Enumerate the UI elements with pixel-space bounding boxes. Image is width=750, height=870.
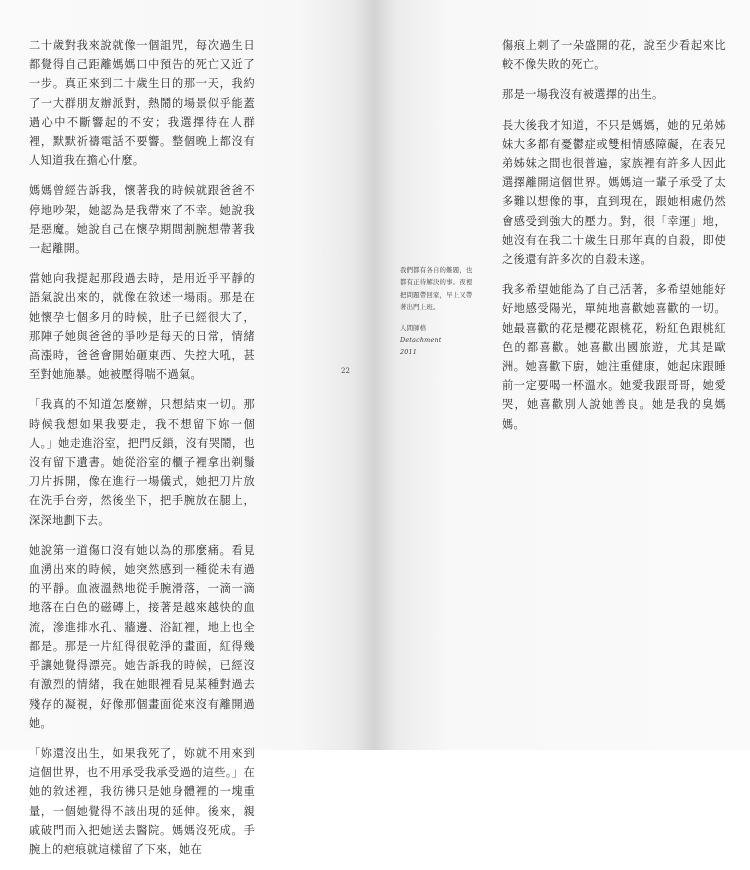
paragraph: 二十歲對我來說就像一個詛咒，每次過生日都覺得自己距離媽媽口中預告的死亡又近了一步。真正來到二十歲生日的那一天，我約了一大群朋友辦派對，熱鬧的場景似乎能蓋過心中不斷響起的不安；我選擇待在人群裡，默默祈禱電話不要響。整個晚上都沒有人知道我在擔心什麼。 xyxy=(29,39,255,168)
paragraph: 傷痕上刺了一朵盛開的花，說至少看起來比較不像失敗的死亡。 xyxy=(502,39,726,72)
margin-quote xyxy=(400,264,478,359)
left-page-text xyxy=(29,36,255,870)
citation-year: 2011 xyxy=(400,348,418,357)
paragraph: 那是一場我沒有被選擇的出生。 xyxy=(502,88,664,102)
page-number: 22 xyxy=(341,367,350,375)
paragraph: 長大後我才知道，不只是媽媽，她的兄弟姊妹大多都有憂鬱症或雙相情感障礙，在表兄弟姊妹之間也很普遍，家族裡有許多人因此選擇離開這個世界。媽媽這一輩子承受了太多難以想像的事，直到現在，跟她相處仍然會感受到強大的壓力。對，很「幸運」地，她沒有在我二十歲生日那年真的自殺，即使之後還有許多次的自殺未遂。 xyxy=(502,118,726,267)
paragraph: 媽媽曾經告訴我，懷著我的時候就跟爸爸不停地吵架，她認為是我帶來了不幸。她說我是惡魔。她說自己在懷孕期間割腕想帶著我一起離開。 xyxy=(29,184,255,256)
citation-english-title: Detachment xyxy=(400,336,442,345)
paragraph: 她說第一道傷口沒有她以為的那麼痛。看見血湧出來的時候，她突然感到一種從未有過的平靜。血液溫熱地從手腕滑落，一滴一滴地落在白色的磁磚上，接著是越來越快的血流，滲進排水孔、牆邊、浴缸裡，地上也全都是。那是一片紅得很乾淨的畫面，紅得幾乎讓她覺得漂亮。她告訴我的時候，已經沒有激烈的情緒，我在她眼裡看見某種對過去殘存的凝視，好像那個畫面從來沒有離開過她。 xyxy=(29,543,255,730)
right-page-text xyxy=(502,36,726,445)
paragraph: 當她向我提起那段過去時，是用近乎平靜的語氣說出來的，就像在敘述一場雨。那是在她懷孕七個多月的時候，肚子已經很大了，那陣子她與爸爸的爭吵是每天的日常，情緒高漲時，爸爸會開始砸東西、失控大吼，甚至對她施暴。她被壓得喘不過氣。 xyxy=(29,272,255,382)
citation-title: 人間師格 xyxy=(400,323,427,332)
left-page xyxy=(0,0,375,856)
paragraph: 我多希望她能為了自己活著，多希望她能好好地感受陽光，單純地喜歡她喜歡的一切。她最喜歡的花是櫻花跟桃花，粉紅色跟桃紅色的都喜歡。她喜歡出國旅遊，尤其是歐洲。她喜歡下廚，她注重健康，她起床跟睡前一定要喝一杯溫水。她愛我跟哥哥，她愛哭，她喜歡別人說她善良。她是我的臭媽媽。 xyxy=(502,283,726,431)
paragraph: 「妳還沒出生，如果我死了，妳就不用來到這個世界，也不用承受我承受過的這些。」在她的敘述裡，我彷彿只是她身體裡的一塊重量，一個她覺得不該出現的延伸。後來，親戚破門而入把她送去醫院。媽媽沒死成。手腕上的疤痕就這樣留了下來，她在 xyxy=(29,746,255,856)
paragraph: 「我真的不知道怎麼辦，只想結束一切。那時候我想如果我要走，我不想留下妳一個人。」她走進浴室，把門反鎖，沒有哭鬧，也沒有留下遺書。她從浴室的櫃子裡拿出剃鬚刀片拆開，像在進行一場儀式，她把刀片放在洗手台旁，然後坐下，把手腕放在腿上，深深地劃下去。 xyxy=(29,398,255,527)
quote-text: 我們都有各自的難題，也都有正待解決的事。夜裡把問題帶回家，早上又帶著出門上班。 xyxy=(400,266,473,312)
